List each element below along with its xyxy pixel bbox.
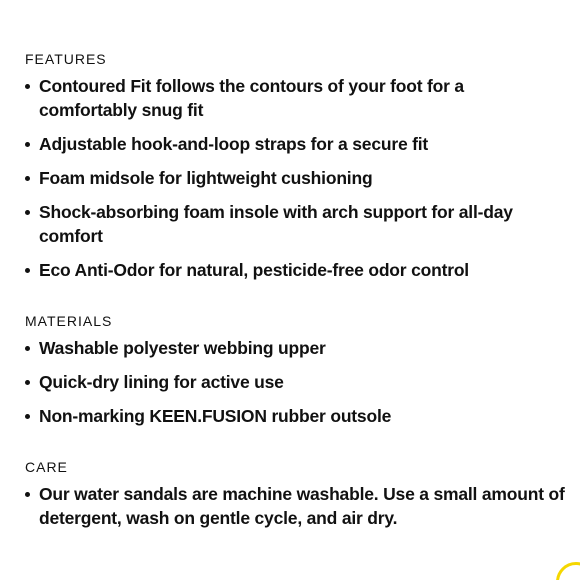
list-item bbox=[25, 258, 565, 282]
list-item bbox=[25, 166, 565, 190]
list-item bbox=[25, 200, 565, 248]
list-item-text: Eco Anti-Odor for natural, pesticide-free odor control bbox=[39, 260, 469, 280]
care-section bbox=[25, 458, 565, 530]
list-item-text: Our water sandals are machine washable. Use a small amount of detergent, wash on gentle cycle, and air dry. bbox=[39, 484, 565, 528]
bullet-icon bbox=[25, 414, 30, 419]
bullet-icon bbox=[25, 176, 30, 181]
product-details bbox=[25, 50, 565, 530]
list-item bbox=[25, 482, 565, 530]
list-item-text: Foam midsole for lightweight cushioning bbox=[39, 168, 373, 188]
list-item bbox=[25, 132, 565, 156]
list-item-text: Shock-absorbing foam insole with arch support for all-day comfort bbox=[39, 202, 513, 246]
list-item-text: Adjustable hook-and-loop straps for a secure fit bbox=[39, 134, 429, 154]
list-item bbox=[25, 404, 565, 428]
list-item bbox=[25, 370, 565, 394]
bullet-icon bbox=[25, 380, 30, 385]
features-list bbox=[25, 74, 565, 282]
care-heading: CARE bbox=[25, 459, 68, 475]
chat-launcher-ring bbox=[556, 562, 580, 580]
features-heading: FEATURES bbox=[25, 51, 107, 67]
bullet-icon bbox=[25, 346, 30, 351]
features-section bbox=[25, 50, 565, 282]
bullet-icon bbox=[25, 142, 30, 147]
list-item bbox=[25, 74, 565, 122]
bullet-icon bbox=[25, 492, 30, 497]
materials-list bbox=[25, 336, 565, 428]
chat-launcher-icon[interactable] bbox=[552, 540, 580, 580]
bullet-icon bbox=[25, 84, 30, 89]
list-item-text: Quick-dry lining for active use bbox=[39, 372, 284, 392]
bullet-icon bbox=[25, 268, 30, 273]
materials-heading: MATERIALS bbox=[25, 313, 113, 329]
care-list bbox=[25, 482, 565, 530]
list-item-text: Non-marking KEEN.FUSION rubber outsole bbox=[39, 406, 392, 426]
materials-section bbox=[25, 312, 565, 428]
list-item-text: Contoured Fit follows the contours of your foot for a comfortably snug fit bbox=[39, 76, 464, 120]
list-item-text: Washable polyester webbing upper bbox=[39, 338, 326, 358]
list-item bbox=[25, 336, 565, 360]
bullet-icon bbox=[25, 210, 30, 215]
